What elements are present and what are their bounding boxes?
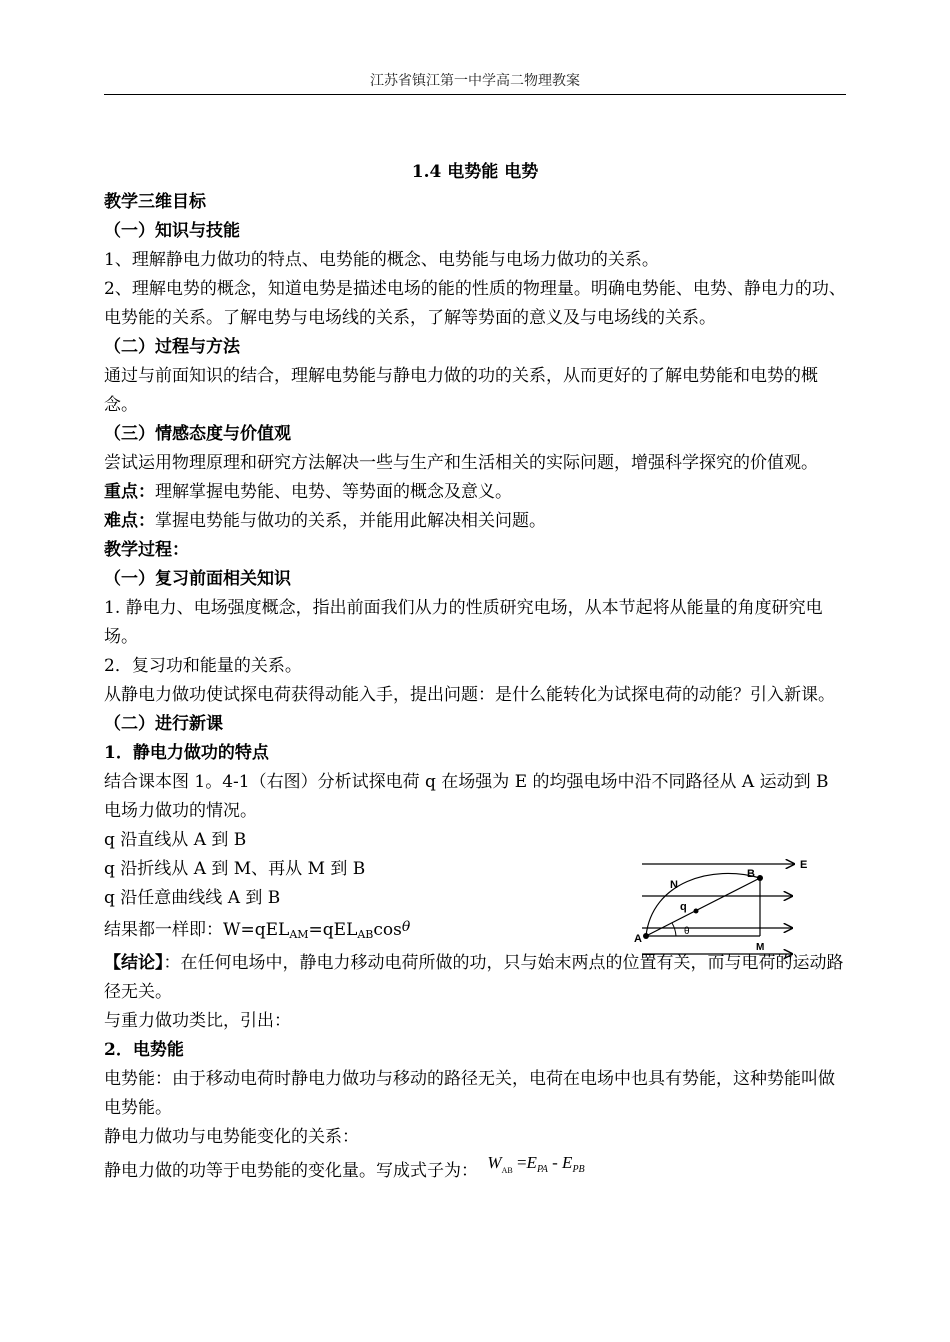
angle-arc: [672, 923, 676, 936]
key-point-text: 理解掌握电势能、电势、等势面的概念及意义。: [155, 482, 512, 502]
section1-intro: 结合课本图 1。4-1（右图）分析试探电荷 q 在场强为 E 的均强电场中沿不同路径从 A 运动到 B 电场力做功的情况。: [104, 772, 829, 821]
new-lesson-heading: （二）进行新课: [104, 714, 223, 734]
review-item1: 1. 静电力、电场强度概念，指出前面我们从力的性质研究电场，从本节起将从能量的角度研究电场。: [104, 598, 823, 647]
label-a: A: [634, 933, 642, 945]
conclusion-text: ：在任何电场中，静电力移动电荷所做的功，只与始末两点的位置有关，而与电荷的运动路径无关。: [104, 953, 844, 1002]
eq-equals: =: [516, 1153, 527, 1172]
key-point: [104, 478, 846, 507]
label-q: q: [680, 901, 687, 913]
eq-e1-sub: PA: [536, 1164, 548, 1175]
label-theta: θ: [684, 926, 690, 937]
result-cos: cos: [373, 920, 402, 940]
difficulty: [104, 507, 846, 536]
result-mid: =qEL: [308, 920, 358, 940]
eq-e2: E: [562, 1153, 573, 1172]
path-line2: q 沿折线从 A 到 M、再从 M 到 B: [104, 859, 366, 879]
equation-lead: 静电力做的功等于电势能的变化量。写成式子为：: [104, 1161, 478, 1181]
goal1-item2: 2、理解电势的概念，知道电势是描述电场的能的性质的物理量。明确电势能、电势、静电力的功、电势能的关系。了解电势与电场线的关系，了解等势面的意义及与电场线的关系。: [104, 279, 846, 328]
key-point-label: 重点：: [104, 482, 155, 502]
review-item3: 从静电力做功使试探电荷获得动能入手，提出问题：是什么能转化为试探电荷的动能？引入新课。: [104, 685, 835, 705]
goal2-heading: （二）过程与方法: [104, 337, 240, 357]
header-divider: [104, 94, 846, 95]
result-prefix: 结果都一样即：: [104, 920, 223, 940]
label-m: M: [756, 942, 765, 953]
document-body: [104, 158, 846, 1193]
result-theta: θ: [401, 919, 411, 935]
eq-w-sub: AB: [501, 1166, 513, 1175]
goal2-text: 通过与前面知识的结合，理解电势能与静电力做的功的关系，从而更好的了解电势能和电势的概念。: [104, 366, 818, 415]
label-n: N: [670, 879, 678, 891]
eq-w: W: [487, 1153, 502, 1172]
conclusion-label: 【结论】: [104, 953, 164, 973]
lesson-title: 1.4 电势能 电势: [411, 162, 539, 182]
goal1-heading: （一）知识与技能: [104, 221, 240, 241]
point-b: [757, 875, 763, 881]
section2-heading: 2．电势能: [104, 1040, 184, 1060]
result-sub-am: AM: [289, 928, 309, 941]
eq-minus: -: [552, 1153, 558, 1172]
straight-path-ab: [646, 878, 760, 936]
path-line3: q 沿任意曲线线 A 到 B: [104, 888, 281, 908]
process-heading: 教学过程：: [104, 540, 189, 560]
result-w: W=qEL: [223, 920, 290, 940]
review-item2: 2．复习功和能量的关系。: [104, 656, 302, 676]
goal3-text: 尝试运用物理原理和研究方法解决一些与生产和生活相关的实际问题，增强科学探究的价值观。: [104, 453, 818, 473]
difficulty-text: 掌握电势能与做功的关系，并能用此解决相关问题。: [155, 511, 546, 531]
eq-e1: E: [526, 1153, 537, 1172]
section2-equation-line: [104, 1153, 846, 1193]
section2-definition: 电势能：由于移动电荷时静电力做功与移动的路径无关，电荷在电场中也具有势能，这种势能叫做电势能。: [104, 1069, 835, 1118]
label-e: E: [800, 859, 808, 871]
section1-heading: 1．静电力做功的特点: [104, 743, 269, 763]
analogy-text: 与重力做功类比，引出：: [104, 1011, 291, 1031]
work-energy-equation: [487, 1153, 585, 1175]
goal3-heading: （三）情感态度与价值观: [104, 424, 291, 444]
electric-field-figure: [632, 852, 822, 970]
eq-e2-sub: PB: [572, 1164, 585, 1175]
label-b: B: [747, 868, 755, 880]
review-heading: （一）复习前面相关知识: [104, 569, 291, 589]
curved-path-anbm: [646, 873, 760, 936]
charge-q: [694, 909, 699, 914]
difficulty-label: 难点：: [104, 511, 155, 531]
path-line1: q 沿直线从 A 到 B: [104, 830, 247, 850]
page-header: 江苏省镇江第一中学高二物理教案: [370, 73, 580, 89]
result-sub-ab: AB: [357, 928, 374, 941]
section2-relation: 静电力做功与电势能变化的关系：: [104, 1127, 359, 1147]
goal1-item1: 1、理解静电力做功的特点、电势能的概念、电势能与电场力做功的关系。: [104, 250, 659, 270]
point-a: [643, 933, 649, 939]
goals-heading: 教学三维目标: [104, 192, 206, 212]
